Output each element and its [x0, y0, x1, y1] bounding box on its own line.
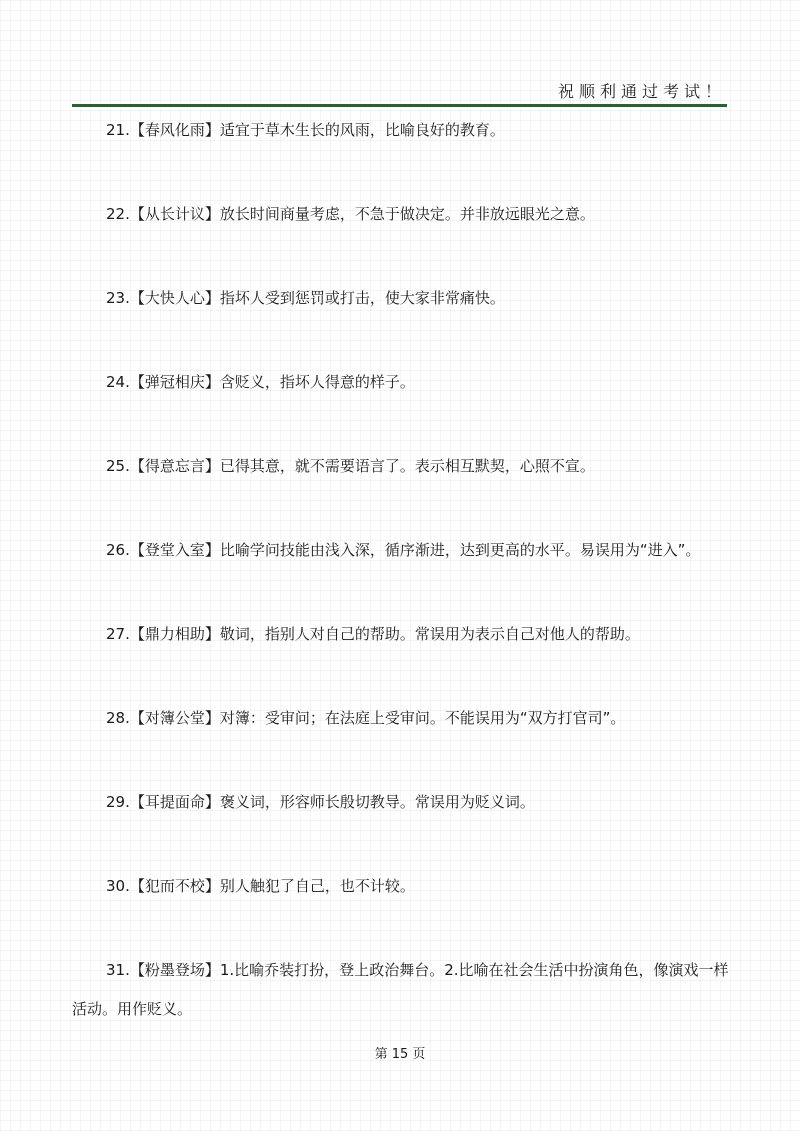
entry-term: 【耳提面命】: [129, 793, 220, 811]
entry-term: 【大快人心】: [129, 289, 220, 307]
entry-definition: 别人触犯了自己，也不计较。: [219, 877, 415, 895]
page-number: 第 15 页: [374, 1047, 426, 1062]
entry-number: 23.: [106, 289, 130, 307]
idiom-entry-21: [72, 111, 732, 150]
entry-term: 【粉墨登场】: [129, 961, 220, 979]
entry-number: 28.: [106, 709, 130, 727]
entry-term: 【弹冠相庆】: [129, 373, 220, 391]
entry-number: 27.: [106, 625, 130, 643]
entry-number: 26.: [106, 541, 130, 559]
idiom-entry-24: [72, 363, 732, 402]
entry-number: 24.: [106, 373, 130, 391]
entry-definition: 已得其意，就不需要语言了。表示相互默契，心照不宣。: [219, 457, 595, 475]
entry-term: 【得意忘言】: [129, 457, 220, 475]
idiom-entry-22: [72, 195, 732, 234]
entry-number: 22.: [106, 205, 130, 223]
entry-definition: 敬词，指别人对自己的帮助。常误用为表示自己对他人的帮助。: [219, 625, 640, 643]
idiom-entry-29: [72, 783, 732, 822]
entry-term: 【登堂入室】: [129, 541, 220, 559]
entry-definition: 含贬义，指坏人得意的样子。: [219, 373, 415, 391]
entry-number: 29.: [106, 793, 130, 811]
header-motto: 祝顺利通过考试！: [557, 82, 726, 101]
idiom-entry-30: [72, 867, 732, 906]
entry-definition: 褒义词，形容师长殷切教导。常误用为贬义词。: [219, 793, 535, 811]
entry-term: 【春风化雨】: [129, 121, 220, 139]
entry-term: 【从长计议】: [129, 205, 220, 223]
entry-definition: 1.比喻乔装打扮，登上政治舞台。2.比喻在社会生活中扮演角色，像演戏一样活动。用作贬义。: [72, 961, 729, 1018]
entry-term: 【鼎力相助】: [129, 625, 220, 643]
entry-number: 30.: [106, 877, 130, 895]
idiom-entry-26: [72, 531, 732, 570]
idiom-entry-31: [72, 951, 732, 1029]
idiom-entry-28: [72, 699, 732, 738]
idiom-entry-25: [72, 447, 732, 486]
entry-number: 31.: [106, 961, 130, 979]
idiom-entry-27: [72, 615, 732, 654]
entry-definition: 适宜于草木生长的风雨，比喻良好的教育。: [219, 121, 505, 139]
entry-definition: 放长时间商量考虑，不急于做决定。并非放远眼光之意。: [219, 205, 595, 223]
entry-number: 25.: [106, 457, 130, 475]
entry-definition: 比喻学问技能由浅入深，循序渐进，达到更高的水平。易误用为“进入”。: [219, 541, 701, 559]
entry-term: 【犯而不校】: [129, 877, 220, 895]
entry-definition: 对簿：受审问；在法庭上受审问。不能误用为“双方打官司”。: [219, 709, 626, 727]
header-divider: [72, 104, 727, 107]
entry-number: 21.: [106, 121, 130, 139]
idiom-entry-23: [72, 279, 732, 318]
entry-definition: 指坏人受到惩罚或打击，使大家非常痛快。: [219, 289, 505, 307]
entry-term: 【对簿公堂】: [129, 709, 220, 727]
